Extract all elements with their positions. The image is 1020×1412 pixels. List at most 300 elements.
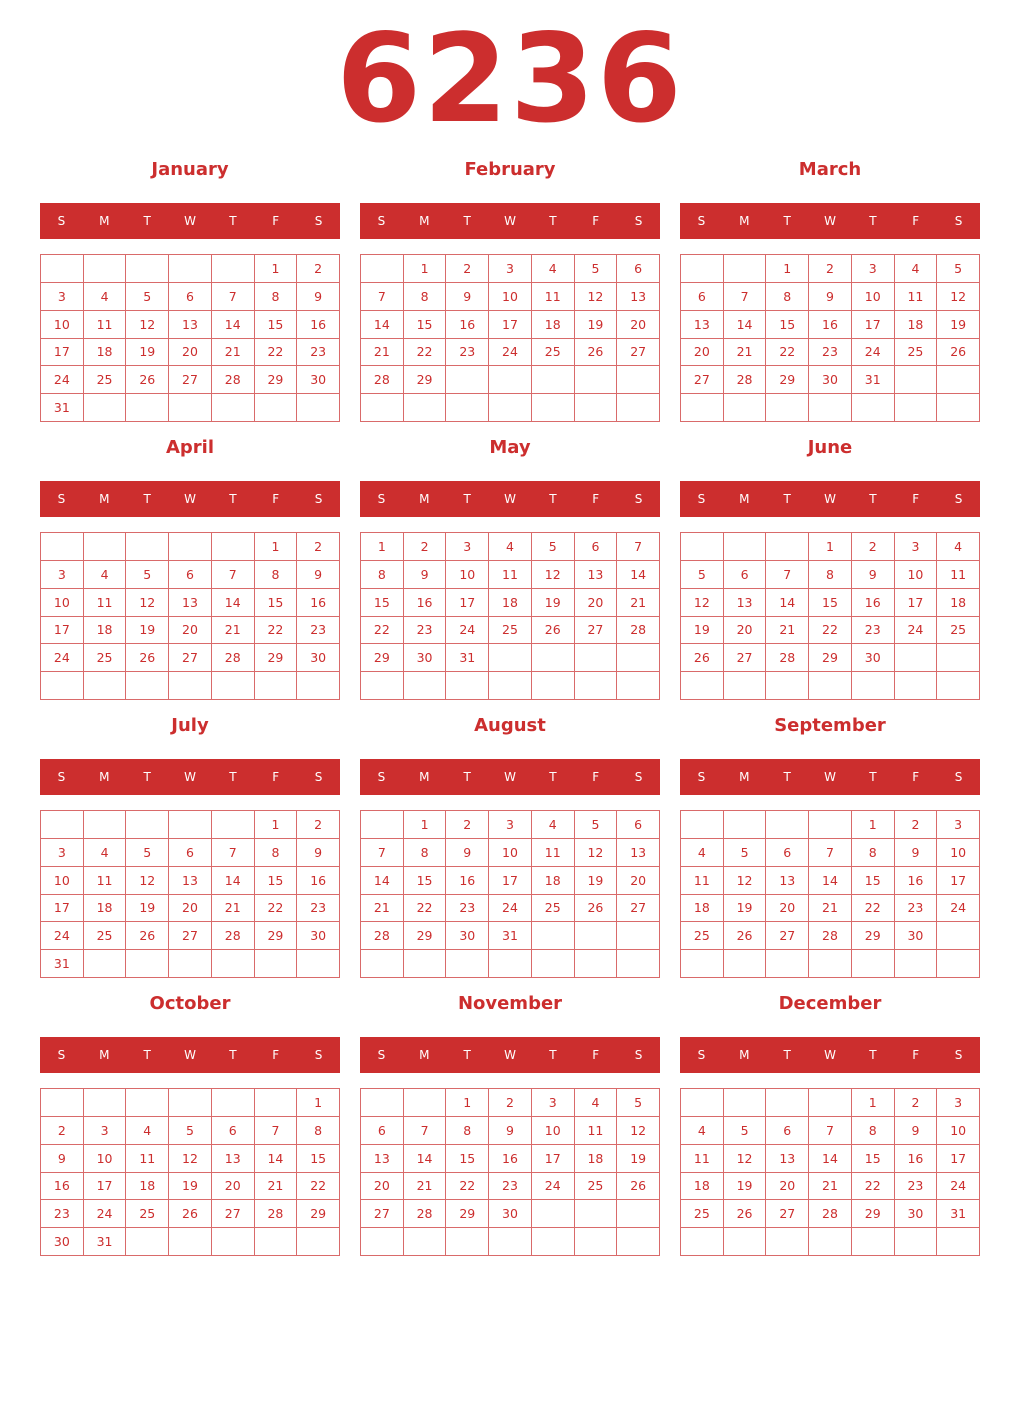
- day-cell[interactable]: 8: [297, 1117, 340, 1145]
- day-cell[interactable]: 17: [84, 1173, 127, 1201]
- day-cell[interactable]: 25: [575, 1173, 618, 1201]
- day-cell[interactable]: 8: [809, 561, 852, 589]
- day-cell[interactable]: 13: [724, 589, 767, 617]
- day-cell[interactable]: 6: [212, 1117, 255, 1145]
- day-cell[interactable]: 24: [41, 922, 84, 950]
- day-cell[interactable]: 16: [895, 1145, 938, 1173]
- day-cell[interactable]: 27: [617, 895, 660, 923]
- day-cell[interactable]: 25: [681, 922, 724, 950]
- day-cell[interactable]: 27: [169, 644, 212, 672]
- day-cell[interactable]: 17: [489, 311, 532, 339]
- day-cell[interactable]: 18: [84, 339, 127, 367]
- day-cell[interactable]: 22: [361, 617, 404, 645]
- day-cell[interactable]: 19: [617, 1145, 660, 1173]
- day-cell[interactable]: 24: [84, 1200, 127, 1228]
- day-cell[interactable]: 8: [255, 561, 298, 589]
- day-cell[interactable]: 21: [617, 589, 660, 617]
- day-cell[interactable]: 12: [126, 867, 169, 895]
- day-cell[interactable]: 4: [575, 1089, 618, 1117]
- day-cell[interactable]: 25: [84, 644, 127, 672]
- day-cell[interactable]: 6: [681, 283, 724, 311]
- day-cell[interactable]: 18: [532, 867, 575, 895]
- day-cell[interactable]: 5: [126, 839, 169, 867]
- day-cell[interactable]: 12: [575, 283, 618, 311]
- day-cell[interactable]: 19: [575, 311, 618, 339]
- day-cell[interactable]: 30: [404, 644, 447, 672]
- day-cell[interactable]: 27: [681, 366, 724, 394]
- day-cell[interactable]: 27: [575, 617, 618, 645]
- day-cell[interactable]: 4: [84, 839, 127, 867]
- day-cell[interactable]: 24: [41, 644, 84, 672]
- day-cell[interactable]: 22: [446, 1173, 489, 1201]
- day-cell[interactable]: 19: [575, 867, 618, 895]
- day-cell[interactable]: 18: [575, 1145, 618, 1173]
- day-cell[interactable]: 31: [489, 922, 532, 950]
- day-cell[interactable]: 27: [724, 644, 767, 672]
- day-cell[interactable]: 11: [532, 839, 575, 867]
- day-cell[interactable]: 15: [255, 589, 298, 617]
- day-cell[interactable]: 3: [489, 811, 532, 839]
- day-cell[interactable]: 9: [489, 1117, 532, 1145]
- day-cell[interactable]: 14: [809, 867, 852, 895]
- day-cell[interactable]: 5: [169, 1117, 212, 1145]
- day-cell[interactable]: 15: [255, 867, 298, 895]
- day-cell[interactable]: 20: [724, 617, 767, 645]
- day-cell[interactable]: 16: [297, 589, 340, 617]
- day-cell[interactable]: 14: [361, 311, 404, 339]
- day-cell[interactable]: 8: [255, 283, 298, 311]
- day-cell[interactable]: 15: [766, 311, 809, 339]
- day-cell[interactable]: 28: [617, 617, 660, 645]
- day-cell[interactable]: 22: [404, 339, 447, 367]
- day-cell[interactable]: 10: [41, 311, 84, 339]
- day-cell[interactable]: 30: [297, 644, 340, 672]
- day-cell[interactable]: 10: [489, 283, 532, 311]
- day-cell[interactable]: 23: [297, 895, 340, 923]
- day-cell[interactable]: 8: [361, 561, 404, 589]
- day-cell[interactable]: 15: [852, 1145, 895, 1173]
- day-cell[interactable]: 10: [852, 283, 895, 311]
- day-cell[interactable]: 22: [404, 895, 447, 923]
- day-cell[interactable]: 16: [297, 311, 340, 339]
- day-cell[interactable]: 6: [361, 1117, 404, 1145]
- day-cell[interactable]: 24: [41, 366, 84, 394]
- day-cell[interactable]: 13: [766, 867, 809, 895]
- day-cell[interactable]: 28: [361, 922, 404, 950]
- day-cell[interactable]: 30: [41, 1228, 84, 1256]
- day-cell[interactable]: 10: [937, 1117, 980, 1145]
- day-cell[interactable]: 30: [297, 922, 340, 950]
- day-cell[interactable]: 8: [766, 283, 809, 311]
- day-cell[interactable]: 21: [724, 339, 767, 367]
- day-cell[interactable]: 14: [766, 589, 809, 617]
- day-cell[interactable]: 22: [766, 339, 809, 367]
- day-cell[interactable]: 21: [766, 617, 809, 645]
- day-cell[interactable]: 29: [809, 644, 852, 672]
- day-cell[interactable]: 19: [126, 617, 169, 645]
- day-cell[interactable]: 7: [809, 1117, 852, 1145]
- day-cell[interactable]: 5: [126, 283, 169, 311]
- day-cell[interactable]: 14: [212, 867, 255, 895]
- day-cell[interactable]: 14: [255, 1145, 298, 1173]
- day-cell[interactable]: 5: [532, 533, 575, 561]
- day-cell[interactable]: 9: [446, 839, 489, 867]
- day-cell[interactable]: 7: [724, 283, 767, 311]
- day-cell[interactable]: 17: [41, 339, 84, 367]
- day-cell[interactable]: 29: [255, 922, 298, 950]
- day-cell[interactable]: 12: [617, 1117, 660, 1145]
- day-cell[interactable]: 5: [937, 255, 980, 283]
- day-cell[interactable]: 22: [255, 617, 298, 645]
- day-cell[interactable]: 16: [809, 311, 852, 339]
- day-cell[interactable]: 5: [575, 255, 618, 283]
- day-cell[interactable]: 25: [532, 339, 575, 367]
- day-cell[interactable]: 10: [41, 867, 84, 895]
- day-cell[interactable]: 12: [724, 867, 767, 895]
- day-cell[interactable]: 15: [255, 311, 298, 339]
- day-cell[interactable]: 1: [852, 811, 895, 839]
- day-cell[interactable]: 2: [41, 1117, 84, 1145]
- day-cell[interactable]: 20: [169, 895, 212, 923]
- day-cell[interactable]: 31: [852, 366, 895, 394]
- day-cell[interactable]: 20: [766, 1173, 809, 1201]
- day-cell[interactable]: 3: [937, 1089, 980, 1117]
- day-cell[interactable]: 17: [852, 311, 895, 339]
- day-cell[interactable]: 9: [446, 283, 489, 311]
- day-cell[interactable]: 2: [297, 811, 340, 839]
- day-cell[interactable]: 9: [41, 1145, 84, 1173]
- day-cell[interactable]: 1: [809, 533, 852, 561]
- day-cell[interactable]: 25: [84, 922, 127, 950]
- day-cell[interactable]: 3: [489, 255, 532, 283]
- day-cell[interactable]: 24: [852, 339, 895, 367]
- day-cell[interactable]: 6: [169, 839, 212, 867]
- day-cell[interactable]: 28: [212, 922, 255, 950]
- day-cell[interactable]: 26: [724, 922, 767, 950]
- day-cell[interactable]: 27: [361, 1200, 404, 1228]
- day-cell[interactable]: 4: [937, 533, 980, 561]
- day-cell[interactable]: 25: [532, 895, 575, 923]
- day-cell[interactable]: 1: [255, 255, 298, 283]
- day-cell[interactable]: 4: [532, 811, 575, 839]
- day-cell[interactable]: 29: [297, 1200, 340, 1228]
- day-cell[interactable]: 28: [212, 366, 255, 394]
- day-cell[interactable]: 1: [404, 811, 447, 839]
- day-cell[interactable]: 23: [852, 617, 895, 645]
- day-cell[interactable]: 20: [212, 1173, 255, 1201]
- day-cell[interactable]: 28: [809, 922, 852, 950]
- day-cell[interactable]: 21: [404, 1173, 447, 1201]
- day-cell[interactable]: 16: [297, 867, 340, 895]
- day-cell[interactable]: 11: [575, 1117, 618, 1145]
- day-cell[interactable]: 1: [297, 1089, 340, 1117]
- day-cell[interactable]: 11: [84, 867, 127, 895]
- day-cell[interactable]: 29: [255, 644, 298, 672]
- day-cell[interactable]: 23: [297, 339, 340, 367]
- day-cell[interactable]: 28: [724, 366, 767, 394]
- day-cell[interactable]: 8: [852, 1117, 895, 1145]
- day-cell[interactable]: 31: [84, 1228, 127, 1256]
- day-cell[interactable]: 4: [895, 255, 938, 283]
- day-cell[interactable]: 3: [446, 533, 489, 561]
- day-cell[interactable]: 20: [169, 617, 212, 645]
- day-cell[interactable]: 17: [446, 589, 489, 617]
- day-cell[interactable]: 12: [937, 283, 980, 311]
- day-cell[interactable]: 2: [895, 811, 938, 839]
- day-cell[interactable]: 11: [681, 867, 724, 895]
- day-cell[interactable]: 27: [766, 1200, 809, 1228]
- day-cell[interactable]: 26: [575, 339, 618, 367]
- day-cell[interactable]: 1: [361, 533, 404, 561]
- day-cell[interactable]: 21: [212, 617, 255, 645]
- day-cell[interactable]: 23: [446, 339, 489, 367]
- day-cell[interactable]: 25: [937, 617, 980, 645]
- day-cell[interactable]: 10: [937, 839, 980, 867]
- day-cell[interactable]: 18: [895, 311, 938, 339]
- day-cell[interactable]: 6: [169, 561, 212, 589]
- day-cell[interactable]: 24: [937, 895, 980, 923]
- day-cell[interactable]: 8: [255, 839, 298, 867]
- day-cell[interactable]: 6: [724, 561, 767, 589]
- day-cell[interactable]: 20: [617, 867, 660, 895]
- day-cell[interactable]: 24: [532, 1173, 575, 1201]
- day-cell[interactable]: 26: [617, 1173, 660, 1201]
- day-cell[interactable]: 31: [41, 394, 84, 422]
- day-cell[interactable]: 13: [575, 561, 618, 589]
- day-cell[interactable]: 26: [126, 644, 169, 672]
- day-cell[interactable]: 29: [361, 644, 404, 672]
- day-cell[interactable]: 1: [404, 255, 447, 283]
- day-cell[interactable]: 11: [126, 1145, 169, 1173]
- day-cell[interactable]: 23: [809, 339, 852, 367]
- day-cell[interactable]: 26: [575, 895, 618, 923]
- day-cell[interactable]: 15: [852, 867, 895, 895]
- day-cell[interactable]: 6: [617, 811, 660, 839]
- day-cell[interactable]: 6: [575, 533, 618, 561]
- day-cell[interactable]: 25: [681, 1200, 724, 1228]
- day-cell[interactable]: 18: [84, 617, 127, 645]
- day-cell[interactable]: 29: [852, 922, 895, 950]
- day-cell[interactable]: 14: [724, 311, 767, 339]
- day-cell[interactable]: 9: [895, 1117, 938, 1145]
- day-cell[interactable]: 22: [255, 895, 298, 923]
- day-cell[interactable]: 11: [937, 561, 980, 589]
- day-cell[interactable]: 23: [895, 1173, 938, 1201]
- day-cell[interactable]: 23: [895, 895, 938, 923]
- day-cell[interactable]: 20: [169, 339, 212, 367]
- day-cell[interactable]: 7: [809, 839, 852, 867]
- day-cell[interactable]: 13: [766, 1145, 809, 1173]
- day-cell[interactable]: 25: [126, 1200, 169, 1228]
- day-cell[interactable]: 22: [255, 339, 298, 367]
- day-cell[interactable]: 11: [532, 283, 575, 311]
- day-cell[interactable]: 27: [212, 1200, 255, 1228]
- day-cell[interactable]: 3: [41, 561, 84, 589]
- day-cell[interactable]: 8: [404, 839, 447, 867]
- day-cell[interactable]: 13: [169, 867, 212, 895]
- day-cell[interactable]: 29: [766, 366, 809, 394]
- day-cell[interactable]: 14: [212, 589, 255, 617]
- day-cell[interactable]: 16: [489, 1145, 532, 1173]
- day-cell[interactable]: 11: [84, 589, 127, 617]
- day-cell[interactable]: 2: [297, 533, 340, 561]
- day-cell[interactable]: 29: [404, 366, 447, 394]
- day-cell[interactable]: 12: [681, 589, 724, 617]
- day-cell[interactable]: 30: [489, 1200, 532, 1228]
- day-cell[interactable]: 4: [126, 1117, 169, 1145]
- day-cell[interactable]: 20: [617, 311, 660, 339]
- day-cell[interactable]: 16: [446, 311, 489, 339]
- day-cell[interactable]: 5: [575, 811, 618, 839]
- day-cell[interactable]: 16: [404, 589, 447, 617]
- day-cell[interactable]: 20: [766, 895, 809, 923]
- day-cell[interactable]: 17: [937, 867, 980, 895]
- day-cell[interactable]: 6: [766, 839, 809, 867]
- day-cell[interactable]: 10: [895, 561, 938, 589]
- day-cell[interactable]: 24: [895, 617, 938, 645]
- day-cell[interactable]: 16: [446, 867, 489, 895]
- day-cell[interactable]: 2: [297, 255, 340, 283]
- day-cell[interactable]: 9: [404, 561, 447, 589]
- day-cell[interactable]: 1: [766, 255, 809, 283]
- day-cell[interactable]: 4: [681, 1117, 724, 1145]
- day-cell[interactable]: 2: [852, 533, 895, 561]
- day-cell[interactable]: 21: [212, 339, 255, 367]
- day-cell[interactable]: 4: [681, 839, 724, 867]
- day-cell[interactable]: 1: [446, 1089, 489, 1117]
- day-cell[interactable]: 24: [446, 617, 489, 645]
- day-cell[interactable]: 15: [446, 1145, 489, 1173]
- day-cell[interactable]: 24: [489, 339, 532, 367]
- day-cell[interactable]: 21: [809, 1173, 852, 1201]
- day-cell[interactable]: 19: [126, 339, 169, 367]
- day-cell[interactable]: 7: [617, 533, 660, 561]
- day-cell[interactable]: 19: [937, 311, 980, 339]
- day-cell[interactable]: 3: [895, 533, 938, 561]
- day-cell[interactable]: 17: [41, 617, 84, 645]
- day-cell[interactable]: 21: [361, 339, 404, 367]
- day-cell[interactable]: 13: [681, 311, 724, 339]
- day-cell[interactable]: 12: [126, 589, 169, 617]
- day-cell[interactable]: 15: [404, 867, 447, 895]
- day-cell[interactable]: 27: [617, 339, 660, 367]
- day-cell[interactable]: 11: [895, 283, 938, 311]
- day-cell[interactable]: 31: [937, 1200, 980, 1228]
- day-cell[interactable]: 28: [809, 1200, 852, 1228]
- day-cell[interactable]: 22: [852, 895, 895, 923]
- day-cell[interactable]: 7: [361, 839, 404, 867]
- day-cell[interactable]: 27: [169, 366, 212, 394]
- day-cell[interactable]: 21: [212, 895, 255, 923]
- day-cell[interactable]: 26: [532, 617, 575, 645]
- day-cell[interactable]: 19: [169, 1173, 212, 1201]
- day-cell[interactable]: 5: [724, 1117, 767, 1145]
- day-cell[interactable]: 19: [681, 617, 724, 645]
- day-cell[interactable]: 26: [126, 922, 169, 950]
- day-cell[interactable]: 21: [809, 895, 852, 923]
- day-cell[interactable]: 2: [809, 255, 852, 283]
- day-cell[interactable]: 25: [489, 617, 532, 645]
- day-cell[interactable]: 31: [446, 644, 489, 672]
- day-cell[interactable]: 22: [852, 1173, 895, 1201]
- day-cell[interactable]: 20: [681, 339, 724, 367]
- day-cell[interactable]: 26: [681, 644, 724, 672]
- day-cell[interactable]: 20: [575, 589, 618, 617]
- day-cell[interactable]: 3: [937, 811, 980, 839]
- day-cell[interactable]: 13: [361, 1145, 404, 1173]
- day-cell[interactable]: 23: [489, 1173, 532, 1201]
- day-cell[interactable]: 9: [852, 561, 895, 589]
- day-cell[interactable]: 29: [255, 366, 298, 394]
- day-cell[interactable]: 9: [297, 839, 340, 867]
- day-cell[interactable]: 29: [404, 922, 447, 950]
- day-cell[interactable]: 18: [681, 895, 724, 923]
- day-cell[interactable]: 2: [404, 533, 447, 561]
- day-cell[interactable]: 7: [766, 561, 809, 589]
- day-cell[interactable]: 5: [681, 561, 724, 589]
- day-cell[interactable]: 28: [361, 366, 404, 394]
- day-cell[interactable]: 21: [361, 895, 404, 923]
- day-cell[interactable]: 1: [255, 533, 298, 561]
- day-cell[interactable]: 13: [617, 283, 660, 311]
- day-cell[interactable]: 15: [297, 1145, 340, 1173]
- day-cell[interactable]: 29: [446, 1200, 489, 1228]
- day-cell[interactable]: 9: [895, 839, 938, 867]
- day-cell[interactable]: 13: [169, 311, 212, 339]
- day-cell[interactable]: 7: [361, 283, 404, 311]
- day-cell[interactable]: 14: [404, 1145, 447, 1173]
- day-cell[interactable]: 17: [532, 1145, 575, 1173]
- day-cell[interactable]: 12: [126, 311, 169, 339]
- day-cell[interactable]: 15: [404, 311, 447, 339]
- day-cell[interactable]: 30: [446, 922, 489, 950]
- day-cell[interactable]: 1: [255, 811, 298, 839]
- day-cell[interactable]: 12: [724, 1145, 767, 1173]
- day-cell[interactable]: 14: [809, 1145, 852, 1173]
- day-cell[interactable]: 8: [446, 1117, 489, 1145]
- day-cell[interactable]: 13: [617, 839, 660, 867]
- day-cell[interactable]: 23: [446, 895, 489, 923]
- day-cell[interactable]: 26: [126, 366, 169, 394]
- day-cell[interactable]: 28: [212, 644, 255, 672]
- day-cell[interactable]: 18: [937, 589, 980, 617]
- day-cell[interactable]: 17: [489, 867, 532, 895]
- day-cell[interactable]: 6: [169, 283, 212, 311]
- day-cell[interactable]: 11: [489, 561, 532, 589]
- day-cell[interactable]: 3: [84, 1117, 127, 1145]
- day-cell[interactable]: 2: [446, 255, 489, 283]
- day-cell[interactable]: 20: [361, 1173, 404, 1201]
- day-cell[interactable]: 7: [212, 283, 255, 311]
- day-cell[interactable]: 15: [361, 589, 404, 617]
- day-cell[interactable]: 9: [297, 283, 340, 311]
- day-cell[interactable]: 30: [297, 366, 340, 394]
- day-cell[interactable]: 19: [724, 895, 767, 923]
- day-cell[interactable]: 18: [126, 1173, 169, 1201]
- day-cell[interactable]: 3: [532, 1089, 575, 1117]
- day-cell[interactable]: 7: [212, 561, 255, 589]
- day-cell[interactable]: 24: [489, 895, 532, 923]
- day-cell[interactable]: 14: [617, 561, 660, 589]
- day-cell[interactable]: 30: [895, 922, 938, 950]
- day-cell[interactable]: 31: [41, 950, 84, 978]
- day-cell[interactable]: 10: [532, 1117, 575, 1145]
- day-cell[interactable]: 10: [84, 1145, 127, 1173]
- day-cell[interactable]: 2: [895, 1089, 938, 1117]
- day-cell[interactable]: 28: [255, 1200, 298, 1228]
- day-cell[interactable]: 1: [852, 1089, 895, 1117]
- day-cell[interactable]: 17: [937, 1145, 980, 1173]
